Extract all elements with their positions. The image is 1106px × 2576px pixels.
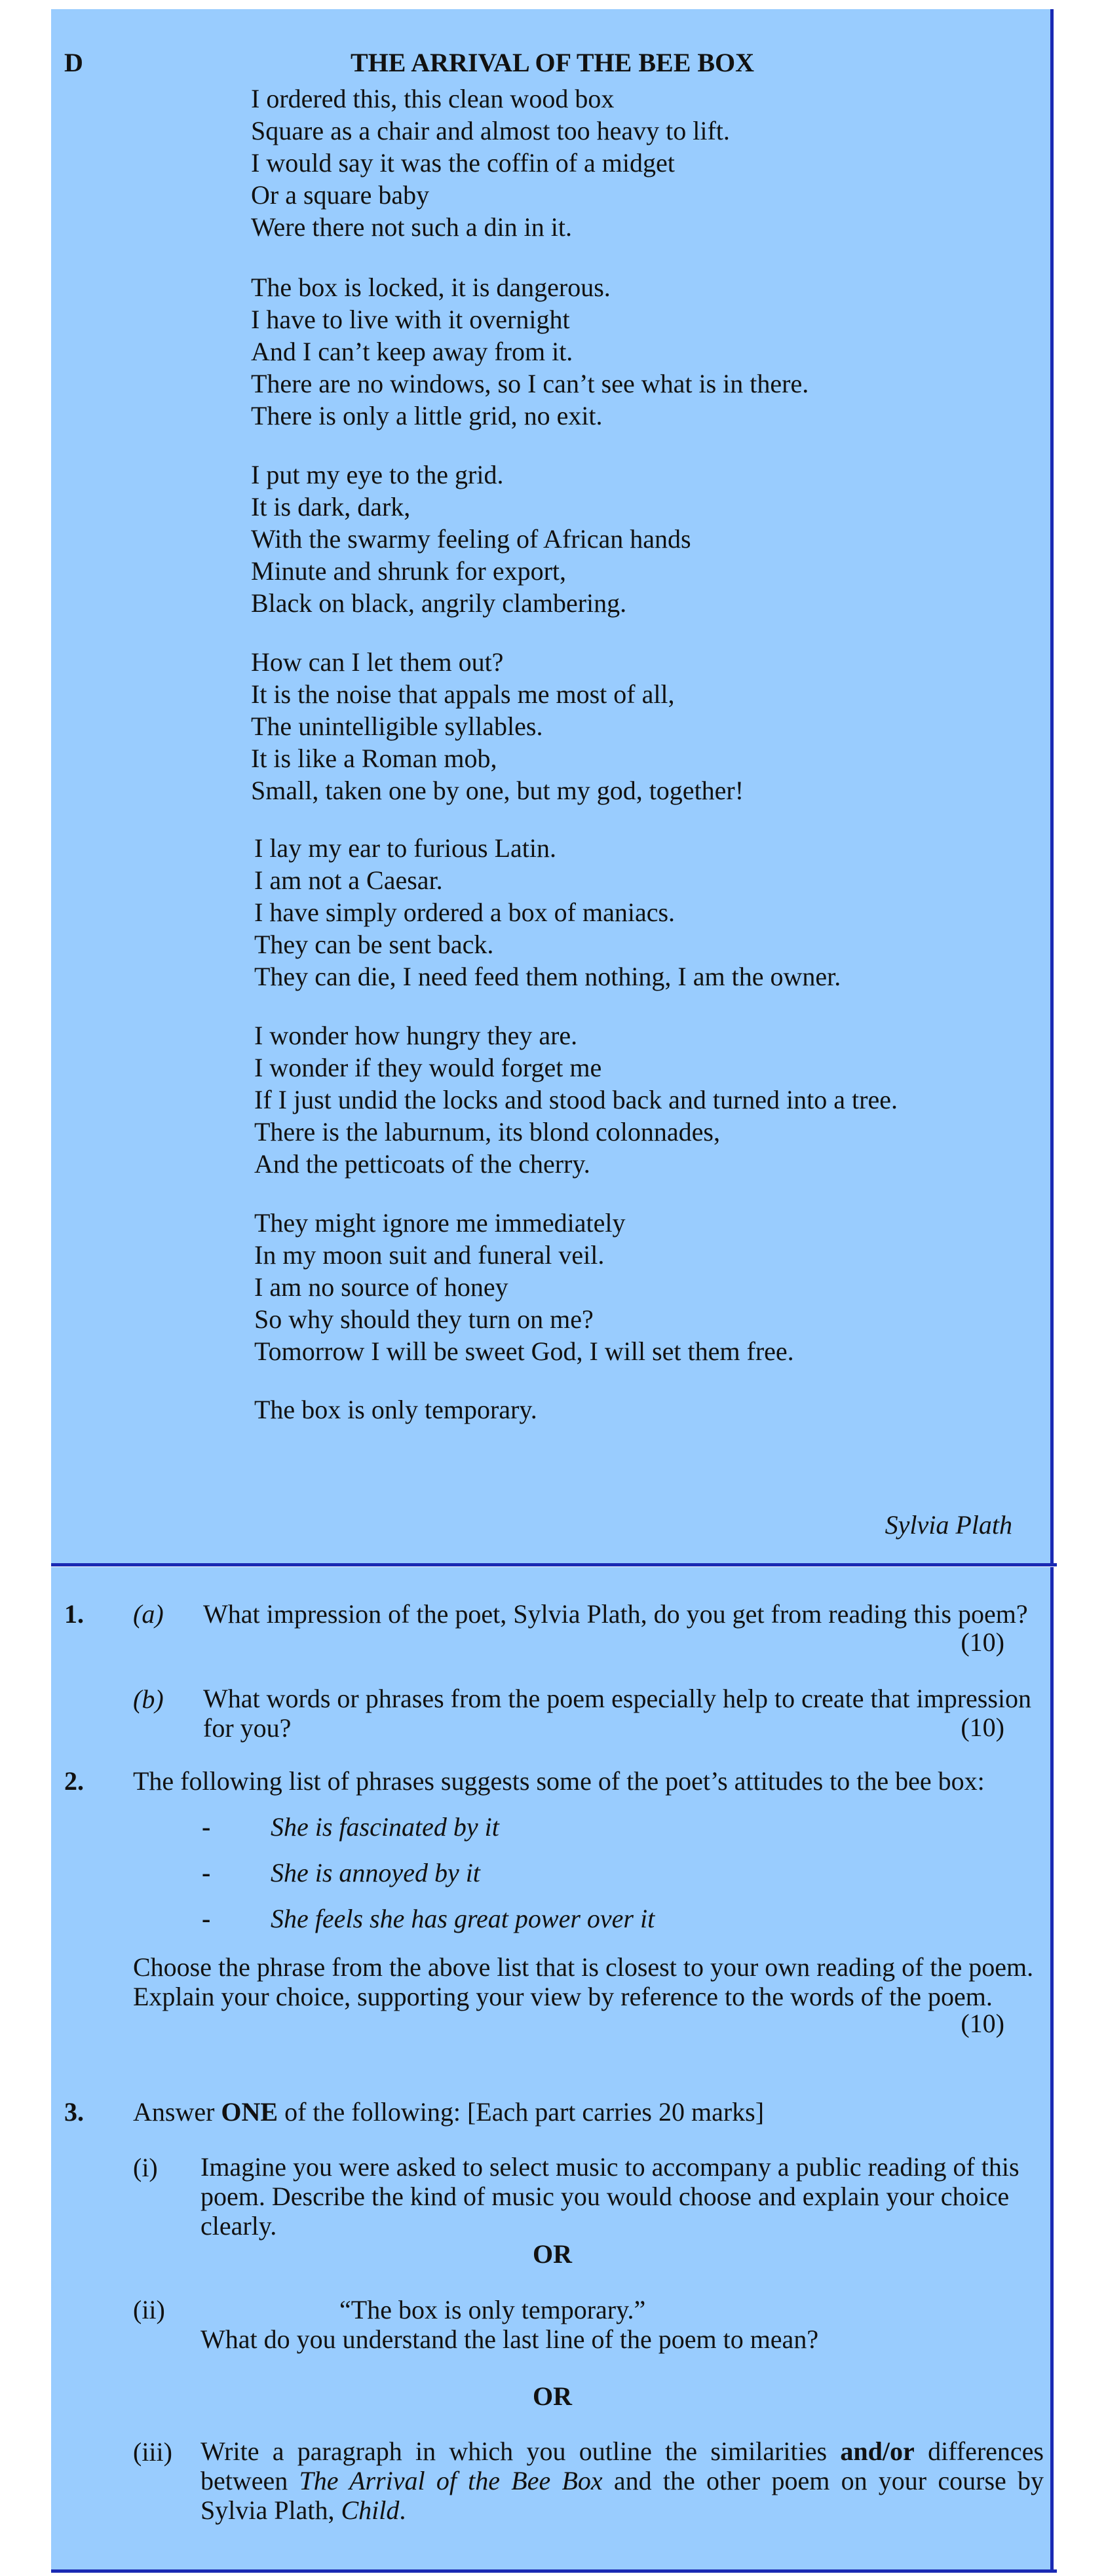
poem-line: It is the noise that appals me most of all, bbox=[251, 679, 675, 709]
question-2-intro: The following list of phrases suggests some of the poet’s attitudes to the bee box: bbox=[133, 1766, 985, 1796]
poem-line: I wonder if they would forget me bbox=[254, 1053, 602, 1082]
text: Write a paragraph in which you outline the similarities bbox=[200, 2436, 841, 2466]
list-item: She feels she has great power over it bbox=[271, 1904, 655, 1933]
poem-line: In my moon suit and funeral veil. bbox=[254, 1240, 605, 1270]
poem-line: With the swarmy feeling of African hands bbox=[251, 524, 691, 554]
poem-line: I am no source of honey bbox=[254, 1272, 508, 1302]
poem-line: If I just undid the locks and stood back and turned into a tree. bbox=[254, 1085, 898, 1114]
question-3iii-label: (iii) bbox=[133, 2437, 172, 2467]
question-3ii-text: What do you understand the last line of the poem to mean? bbox=[200, 2324, 819, 2354]
list-item: She is fascinated by it bbox=[271, 1812, 499, 1842]
question-2-number: 2. bbox=[64, 1766, 84, 1796]
question-3-intro bbox=[133, 2096, 764, 2127]
list-item: She is annoyed by it bbox=[271, 1858, 480, 1887]
question-3ii-label: (ii) bbox=[133, 2295, 165, 2324]
poem-title: THE ARRIVAL OF THE BEE BOX bbox=[350, 48, 755, 77]
poem-line: I put my eye to the grid. bbox=[251, 460, 504, 489]
or-separator: OR bbox=[533, 2239, 572, 2269]
divider bbox=[51, 1563, 1057, 1566]
poem-line: Square as a chair and almost too heavy to lift. bbox=[251, 116, 730, 145]
intro-emphasis: ONE bbox=[221, 2097, 278, 2127]
question-1b-marks: (10) bbox=[961, 1713, 1004, 1742]
poem-line: Minute and shrunk for export, bbox=[251, 556, 567, 586]
question-1a-label: (a) bbox=[133, 1599, 164, 1629]
poem-line: It is like a Roman mob, bbox=[251, 744, 497, 773]
poem-line: Were there not such a din in it. bbox=[251, 212, 572, 242]
question-2-line: Explain your choice, supporting your view by reference to the words of the poem. bbox=[133, 1982, 993, 2011]
section-label: D bbox=[64, 48, 83, 77]
poem-line: I lay my ear to furious Latin. bbox=[254, 833, 556, 863]
poem-author: Sylvia Plath bbox=[885, 1510, 1012, 1540]
poem-line: And the petticoats of the cherry. bbox=[254, 1149, 590, 1179]
poem-line: I ordered this, this clean wood box bbox=[251, 84, 615, 113]
question-1b-label: (b) bbox=[133, 1684, 164, 1714]
question-3-number: 3. bbox=[64, 2097, 84, 2127]
emphasis: and/or bbox=[840, 2436, 915, 2466]
question-3i-text bbox=[200, 2152, 1052, 2241]
poem-line: Or a square baby bbox=[251, 180, 430, 210]
question-3i-line: Imagine you were asked to select music to accompany a public reading of this bbox=[200, 2152, 1020, 2182]
poem-title-ref: The Arrival of the Bee Box bbox=[299, 2466, 603, 2495]
poem-line: So why should they turn on me? bbox=[254, 1304, 594, 1334]
question-3i-line: poem. Describe the kind of music you would choose and explain your choice bbox=[200, 2182, 1010, 2211]
stanza-1 bbox=[251, 83, 730, 243]
intro-text: of the following: [Each part carries 20 marks] bbox=[278, 2097, 765, 2127]
text: . bbox=[399, 2495, 406, 2525]
poem-line: I have simply ordered a box of maniacs. bbox=[254, 898, 676, 927]
stanza-7 bbox=[254, 1207, 794, 1367]
stanza-3 bbox=[251, 459, 691, 619]
question-1-number: 1. bbox=[64, 1599, 84, 1629]
poem-panel bbox=[51, 9, 1054, 1563]
poem-line: Tomorrow I will be sweet God, I will set them free. bbox=[254, 1336, 794, 1366]
poem-line: There are no windows, so I can’t see what is in there. bbox=[251, 369, 809, 398]
poem-line: The unintelligible syllables. bbox=[251, 711, 543, 741]
text: differences between bbox=[200, 2436, 1044, 2495]
poem-line: And I can’t keep away from it. bbox=[251, 337, 573, 366]
bullet: - bbox=[202, 1812, 211, 1842]
poem-line: Black on black, angrily clambering. bbox=[251, 588, 627, 618]
question-2-body bbox=[133, 1952, 1050, 2011]
poem-line: There is the laburnum, its blond colonnades, bbox=[254, 1117, 720, 1146]
question-1a-text: What impression of the poet, Sylvia Plath, do you get from reading this poem? bbox=[203, 1599, 1028, 1629]
poem-title-ref: Child bbox=[341, 2495, 400, 2525]
poem-line: They might ignore me immediately bbox=[254, 1208, 626, 1238]
poem-line: It is dark, dark, bbox=[251, 492, 411, 521]
poem-line: I have to live with it overnight bbox=[251, 305, 570, 334]
questions-panel bbox=[51, 1567, 1054, 2571]
poem-line: The box is only temporary. bbox=[254, 1395, 537, 1424]
question-2-line: Choose the phrase from the above list that is closest to your own reading of the poem. bbox=[133, 1952, 1034, 1982]
bullet: - bbox=[202, 1904, 211, 1933]
stanza-2 bbox=[251, 271, 809, 432]
poem-line: There is only a little grid, no exit. bbox=[251, 401, 603, 430]
poem-line: I would say it was the coffin of a midget bbox=[251, 148, 675, 178]
poem-line: I am not a Caesar. bbox=[254, 865, 443, 895]
poem-line: How can I let them out? bbox=[251, 647, 504, 677]
poem-line: They can be sent back. bbox=[254, 930, 494, 959]
question-3i-label: (i) bbox=[133, 2153, 158, 2182]
poem-line: I wonder how hungry they are. bbox=[254, 1021, 578, 1050]
poem-line: Small, taken one by one, but my god, together! bbox=[251, 776, 744, 805]
question-1b-text bbox=[203, 1684, 1042, 1743]
question-2-marks: (10) bbox=[961, 2009, 1004, 2038]
bottom-border bbox=[51, 2569, 1057, 2573]
question-1a-marks: (10) bbox=[961, 1627, 1004, 1657]
stanza-8 bbox=[254, 1393, 537, 1426]
stanza-6 bbox=[254, 1019, 898, 1180]
question-3ii-quote: “The box is only temporary.” bbox=[339, 2295, 646, 2324]
stanza-4 bbox=[251, 646, 744, 806]
text: and the other poem on your course by Sylvia Plath, bbox=[200, 2466, 1044, 2525]
intro-text: Answer bbox=[133, 2097, 221, 2127]
poem-line: The box is locked, it is dangerous. bbox=[251, 273, 611, 302]
poem-line: They can die, I need feed them nothing, I am the owner. bbox=[254, 962, 841, 991]
stanza-5 bbox=[254, 832, 841, 993]
bullet: - bbox=[202, 1858, 211, 1887]
question-1b-line: for you? bbox=[203, 1713, 292, 1743]
question-3iii-text bbox=[200, 2436, 1044, 2525]
question-3i-line: clearly. bbox=[200, 2211, 277, 2241]
question-1b-line: What words or phrases from the poem especially help to create that impression bbox=[203, 1684, 1032, 1713]
or-separator: OR bbox=[533, 2381, 572, 2411]
